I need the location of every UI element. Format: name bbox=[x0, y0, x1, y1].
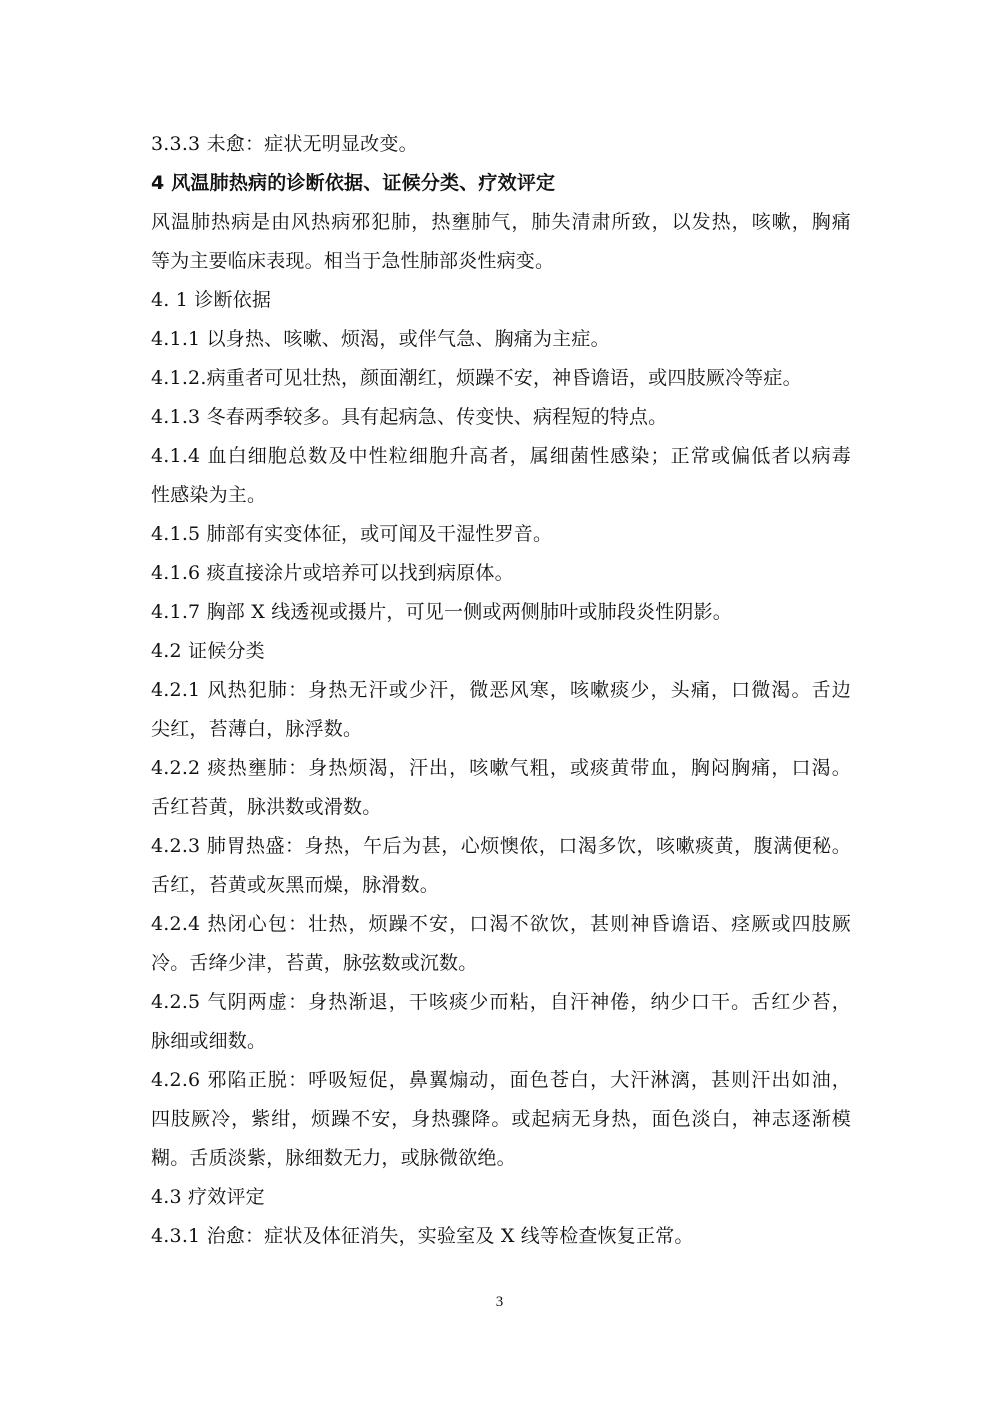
text-line: 4.2.6 邪陷正脱：呼吸短促，鼻翼煽动，面色苍白，大汗淋漓，甚则汗出如油， bbox=[151, 1069, 851, 1091]
text-line: 3.3.3 未愈：症状无明显改变。 bbox=[151, 133, 418, 155]
text-line: 脉细或细数。 bbox=[151, 1030, 267, 1052]
text-line: 4.2.4 热闭心包：壮热，烦躁不安，口渴不欲饮，甚则神昏谵语、痉厥或四肢厥 bbox=[151, 913, 851, 935]
text-line: 四肢厥冷，紫绀，烦躁不安，身热骤降。或起病无身热，面色淡白，神志逐渐模 bbox=[151, 1108, 851, 1130]
page-number: 3 bbox=[495, 1294, 504, 1310]
text-line: 4.3.1 治愈：症状及体征消失，实验室及 X 线等检查恢复正常。 bbox=[151, 1225, 694, 1247]
text-line: 性感染为主。 bbox=[151, 484, 267, 506]
text-line: 糊。舌质淡紫，脉细数无力，或脉微欲绝。 bbox=[151, 1147, 516, 1169]
subsection-heading: 4. 1 诊断依据 bbox=[151, 289, 272, 311]
text-line: 4.1.6 痰直接涂片或培养可以找到病原体。 bbox=[151, 562, 514, 584]
text-line: 4.1.5 肺部有实变体征，或可闻及干湿性罗音。 bbox=[151, 523, 553, 545]
text-line: 风温肺热病是由风热病邪犯肺，热壅肺气，肺失清肃所致，以发热，咳嗽，胸痛 bbox=[151, 211, 851, 233]
text-line: 冷。舌绛少津，苔黄，脉弦数或沉数。 bbox=[151, 952, 478, 974]
subsection-heading: 4.3 疗效评定 bbox=[151, 1186, 265, 1208]
text-line: 4.2.3 肺胃热盛：身热，午后为甚，心烦懊侬，口渴多饮，咳嗽痰黄，腹满便秘。 bbox=[151, 835, 851, 857]
text-line: 4.2.1 风热犯肺：身热无汗或少汗，微恶风寒，咳嗽痰少，头痛，口微渴。舌边 bbox=[151, 679, 851, 701]
subsection-heading: 4.2 证候分类 bbox=[151, 640, 265, 662]
text-line: 4.1.2.病重者可见壮热，颜面潮红，烦躁不安，神昏谵语，或四肢厥冷等症。 bbox=[151, 367, 802, 389]
text-line: 舌红苔黄，脉洪数或滑数。 bbox=[151, 796, 382, 818]
section-heading: 4 风温肺热病的诊断依据、证候分类、疗效评定 bbox=[151, 172, 556, 194]
text-line: 4.1.1 以身热、咳嗽、烦渴，或伴气急、胸痛为主症。 bbox=[151, 328, 610, 350]
text-line: 尖红，苔薄白，脉浮数。 bbox=[151, 718, 363, 740]
text-line: 4.2.2 痰热壅肺：身热烦渴，汗出，咳嗽气粗，或痰黄带血，胸闷胸痛，口渴。 bbox=[151, 757, 851, 779]
text-line: 等为主要临床表现。相当于急性肺部炎性病变。 bbox=[151, 250, 555, 272]
text-line: 4.2.5 气阴两虚：身热渐退，干咳痰少而粘，自汗神倦，纳少口干。舌红少苔， bbox=[151, 991, 851, 1013]
text-line: 舌红，苔黄或灰黑而燥，脉滑数。 bbox=[151, 874, 440, 896]
document-body bbox=[151, 125, 851, 1256]
text-line: 4.1.3 冬春两季较多。具有起病急、传变快、病程短的特点。 bbox=[151, 406, 668, 428]
text-line: 4.1.7 胸部 X 线透视或摄片，可见一侧或两侧肺叶或肺段炎性阴影。 bbox=[151, 601, 732, 623]
text-line: 4.1.4 血白细胞总数及中性粒细胞升高者，属细菌性感染；正常或偏低者以病毒 bbox=[151, 445, 851, 467]
